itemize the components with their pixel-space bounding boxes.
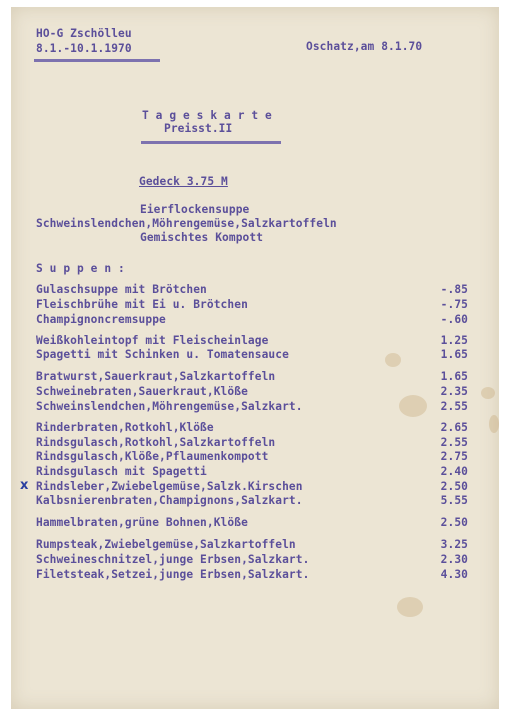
menu-item-price: 2.50 — [440, 480, 468, 493]
org-name: HO-G Zschölleu — [36, 27, 132, 40]
price-level: Preisst.II — [164, 122, 233, 135]
menu-item-name: Fleischbrühe mit Ei u. Brötchen — [36, 298, 248, 311]
gedeck-label: Gedeck 3.75 M — [139, 175, 228, 188]
menu-item-name: Rindsgulasch,Klöße,Pflaumenkompott — [36, 450, 269, 463]
menu-item-price: 2.30 — [440, 553, 468, 566]
menu-item-price: 1.25 — [440, 334, 468, 347]
paper-stain — [385, 353, 401, 367]
menu-item-name: Rindsgulasch mit Spagetti — [36, 465, 207, 478]
menu-item-name: Schweineschnitzel,junge Erbsen,Salzkart. — [36, 553, 310, 566]
paper-stain — [489, 415, 499, 433]
menu-item-name: Schweinebraten,Sauerkraut,Klöße — [36, 385, 248, 398]
title-underline — [141, 141, 281, 144]
menu-item-name: Gulaschsuppe mit Brötchen — [36, 283, 207, 296]
place-date: Oschatz,am 8.1.70 — [306, 40, 423, 53]
gedeck-dessert: Gemischtes Kompott — [140, 231, 264, 244]
menu-item-price: 1.65 — [440, 370, 468, 383]
menu-item-name: Champignoncremsuppe — [36, 313, 166, 326]
menu-item-price: 5.55 — [440, 494, 468, 507]
menu-item-price: -.60 — [440, 313, 468, 326]
valid-dates: 8.1.-10.1.1970 — [36, 42, 132, 55]
menu-item-price: -.75 — [440, 298, 468, 311]
menu-item-name: Weißkohleintopf mit Fleischeinlage — [36, 334, 269, 347]
menu-item-price: -.85 — [440, 283, 468, 296]
header-underline — [34, 59, 160, 62]
menu-item-price: 2.50 — [440, 516, 468, 529]
gedeck-main: Schweinslendchen,Möhrengemüse,Salzkartoffeln — [36, 217, 337, 230]
menu-item-price: 2.75 — [440, 450, 468, 463]
menu-item-name: Rindsleber,Zwiebelgemüse,Salzk.Kirschen — [36, 480, 303, 493]
menu-item-name: Filetsteak,Setzei,junge Erbsen,Salzkart. — [36, 568, 310, 581]
menu-item-price: 2.40 — [440, 465, 468, 478]
paper-stain — [397, 597, 423, 617]
menu-item-price: 4.30 — [440, 568, 468, 581]
menu-item-name: Spagetti mit Schinken u. Tomatensauce — [36, 348, 289, 361]
menu-item-price: 2.35 — [440, 385, 468, 398]
menu-item-name: Kalbsnierenbraten,Champignons,Salzkart. — [36, 494, 303, 507]
menu-item-name: Bratwurst,Sauerkraut,Salzkartoffeln — [36, 370, 276, 383]
page-title: T a g e s k a r t e — [142, 109, 272, 122]
pen-check-mark: x — [20, 478, 29, 493]
menu-item-price: 3.25 — [440, 538, 468, 551]
menu-item-name: Hammelbraten,grüne Bohnen,Klöße — [36, 516, 248, 529]
menu-item-price: 2.55 — [440, 436, 468, 449]
menu-item-name: Rindsgulasch,Rotkohl,Salzkartoffeln — [36, 436, 276, 449]
menu-item-name: Rinderbraten,Rotkohl,Klöße — [36, 421, 214, 434]
gedeck-soup: Eierflockensuppe — [140, 203, 250, 216]
menu-item-price: 1.65 — [440, 348, 468, 361]
menu-item-name: Rumpsteak,Zwiebelgemüse,Salzkartoffeln — [36, 538, 296, 551]
menu-item-name: Schweinslendchen,Möhrengemüse,Salzkart. — [36, 400, 303, 413]
paper-stain — [481, 387, 495, 399]
section-heading: S u p p e n : — [36, 262, 125, 275]
menu-item-price: 2.65 — [440, 421, 468, 434]
menu-item-price: 2.55 — [440, 400, 468, 413]
